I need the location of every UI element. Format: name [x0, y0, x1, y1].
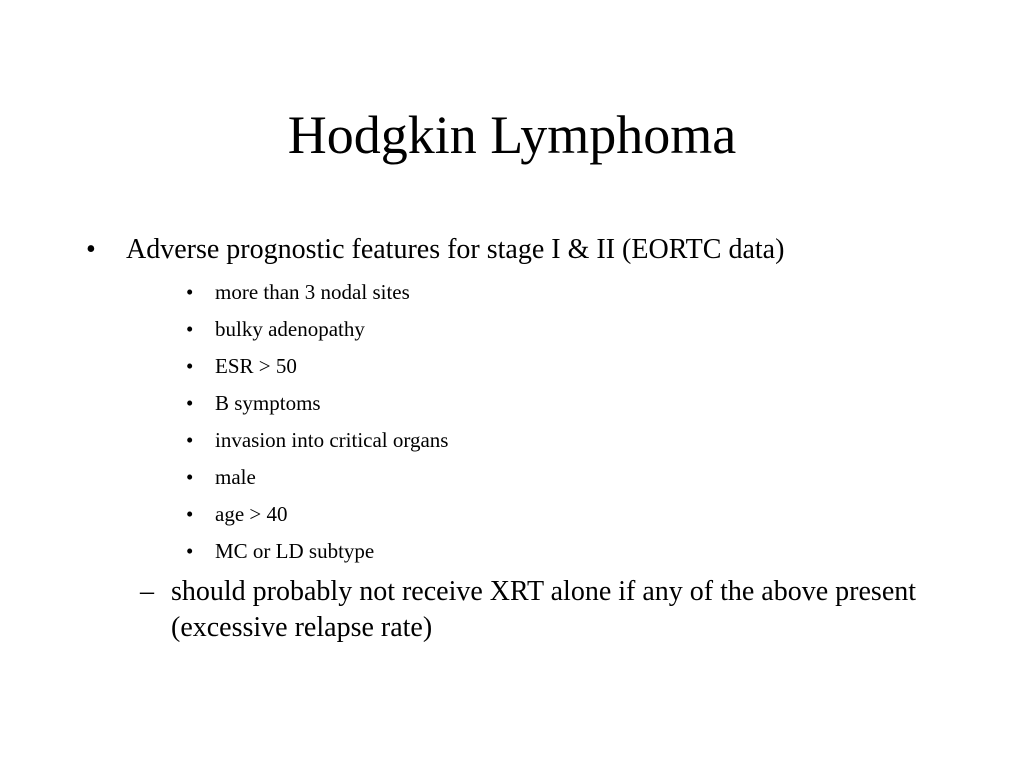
sub-bullet-text: age > 40 — [215, 502, 288, 526]
sub-bullet-item — [186, 426, 886, 463]
dash-bullet-text: should probably not receive XRT alone if any of the above present (excessive relapse rate) — [171, 576, 917, 643]
sub-bullet-item — [186, 500, 886, 537]
sub-bullet-text: bulky adenopathy — [215, 317, 365, 341]
bullet-marker: • — [186, 391, 194, 415]
bullet-marker: • — [186, 428, 194, 452]
sub-bullet-text: male — [215, 465, 256, 489]
main-bullet-text: Adverse prognostic features for stage I & II (EORTC data) — [126, 234, 785, 265]
slide-title: Hodgkin Lymphoma — [287, 105, 737, 165]
bullet-marker: • — [186, 354, 194, 378]
sub-bullet-item — [186, 315, 886, 352]
sub-bullet-item — [186, 278, 886, 315]
bullet-marker: • — [186, 280, 194, 304]
sub-bullet-item — [186, 537, 886, 574]
bullet-marker: • — [86, 234, 96, 265]
sub-bullet-text: more than 3 nodal sites — [215, 280, 410, 304]
sub-bullet-text: ESR > 50 — [215, 354, 297, 378]
sub-bullet-item — [186, 463, 886, 500]
sub-bullet-text: invasion into critical organs — [215, 428, 449, 452]
sub-bullet-text: MC or LD subtype — [215, 539, 375, 563]
bullet-marker: • — [186, 465, 194, 489]
sub-bullet-text: B symptoms — [215, 391, 321, 415]
dash-marker: – — [140, 576, 154, 607]
bullet-marker: • — [186, 539, 194, 563]
bullet-marker: • — [186, 317, 194, 341]
sub-bullet-item — [186, 352, 886, 389]
bullet-marker: • — [186, 502, 194, 526]
sub-bullet-item — [186, 389, 886, 426]
sub-bullet-list — [186, 278, 886, 574]
